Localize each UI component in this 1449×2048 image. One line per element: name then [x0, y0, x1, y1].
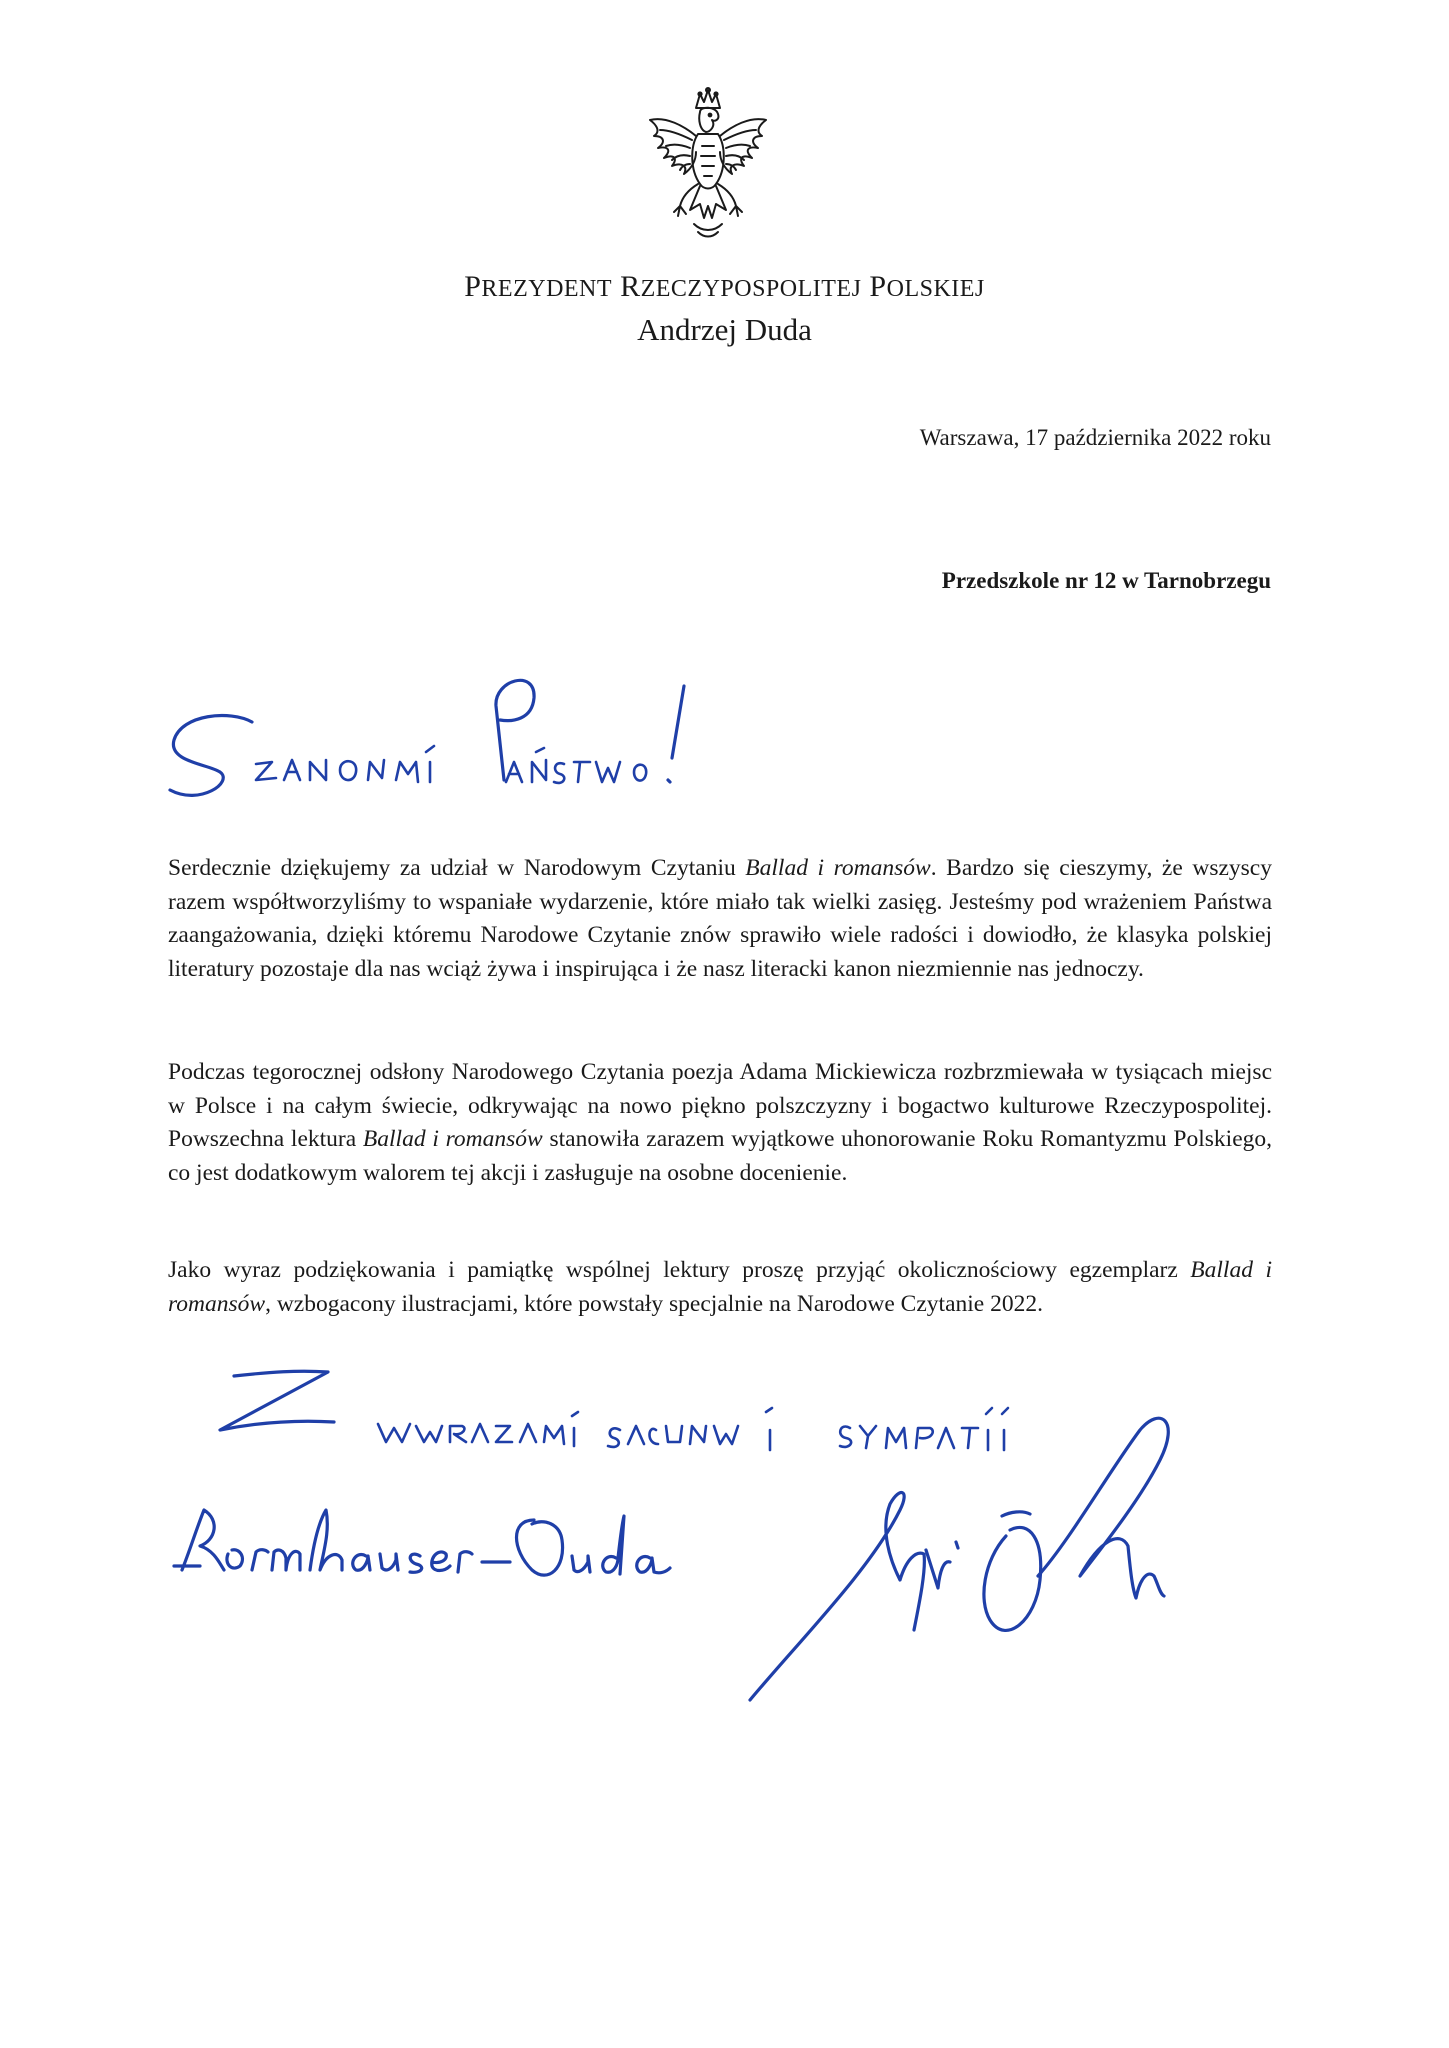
title-word-2: RZECZYPOSPOLITEJ	[620, 270, 862, 303]
signature-first-lady	[160, 1480, 720, 1610]
date-line: Warszawa, 17 października 2022 roku	[919, 425, 1271, 450]
book-title: Ballad i romansów	[168, 1257, 1272, 1317]
title-word-3: POLSKIEJ	[869, 270, 985, 303]
book-title: Ballad i romansów	[745, 855, 931, 881]
recipient: Przedszkole nr 12 w Tarnobrzegu	[941, 568, 1271, 593]
paragraph-2: Podczas tegorocznej odsłony Narodowego Czytania poezja Adama Mickiewicza rozbrzmiewała w tysiącach miejsc w Polsce i na całym świecie, odkrywając na nowo piękno polszczyzny i bogactwo kulturowe Rzeczypospolitej. Powszechna lektura Ballad i romansów stanowiła zarazem wyjątkowe uhonorowanie Roku Romantyzmu Polskiego, co jest dodatkowym walorem tej akcji i zasługuje na osobne docenienie.	[168, 1059, 1272, 1186]
paragraph-3: Jako wyraz podziękowania i pamiątkę wspólnej lektury proszę przyjąć okolicznościowy egzemplarz Ballad i romansów, wzbogacony ilustracjami, które powstały specjalnie na Narodowe Czytanie 2022.	[168, 1257, 1272, 1317]
header-name: Andrzej Duda	[637, 312, 812, 347]
title-word-1: PREZYDENT	[464, 270, 613, 303]
eagle-emblem-icon	[644, 86, 772, 244]
handwritten-salutation	[160, 640, 720, 810]
header-title	[0, 270, 1449, 304]
signature-president	[740, 1400, 1260, 1720]
book-title: Ballad i romansów	[362, 1126, 543, 1152]
paragraph-1: Serdecznie dziękujemy za udział w Narodowym Czytaniu Ballad i romansów. Bardzo się cieszymy, że wszyscy razem współtworzyliśmy to wspaniałe wydarzenie, które miało tak wielki zasięg. Jesteśmy pod wrażeniem Państwa zaangażowania, dzięki któremu Narodowe Czytanie znów sprawiło wiele radości i dowiodło, że klasyka polskiej literatury pozostaje dla nas wciąż żywa i inspirująca i że nasz literacki kanon niezmiennie nas jednoczy.	[168, 855, 1272, 982]
